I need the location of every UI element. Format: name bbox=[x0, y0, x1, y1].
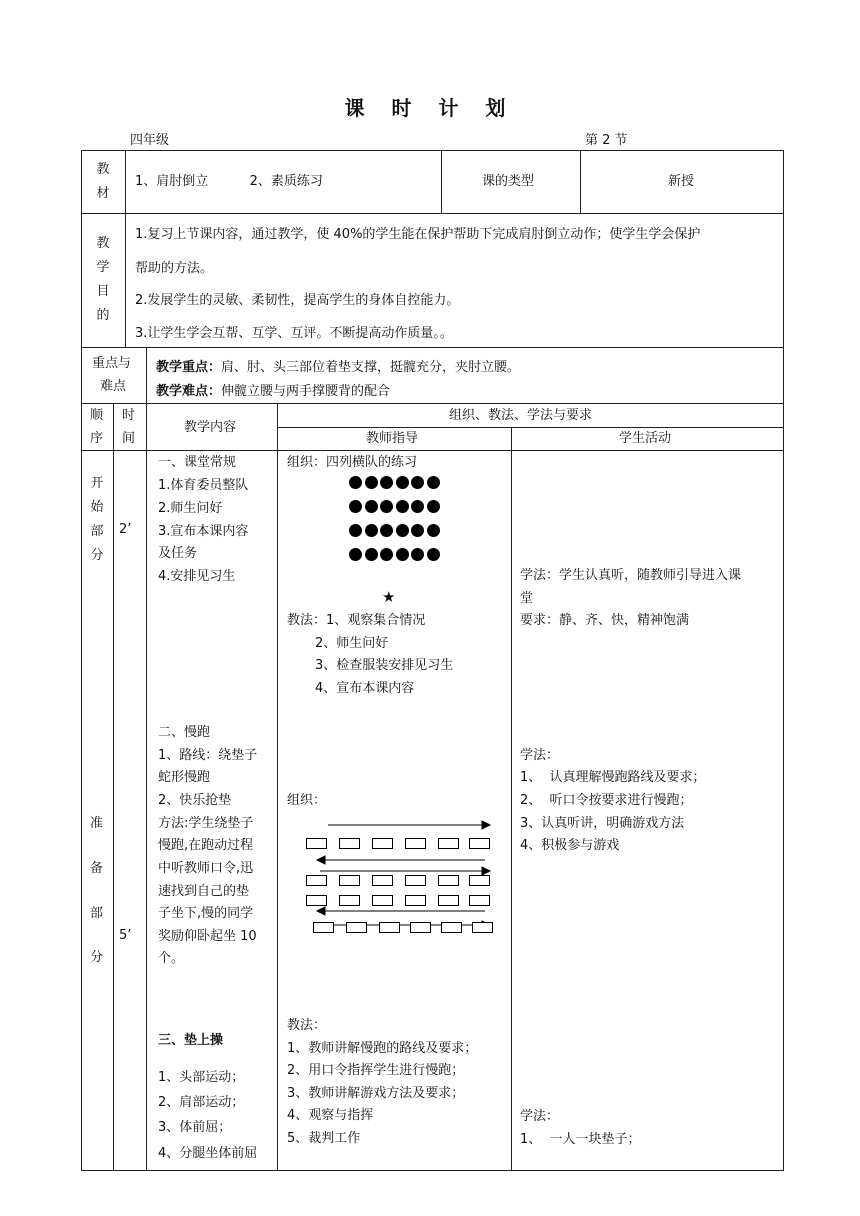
header-content: 教学内容 bbox=[184, 420, 237, 435]
mat-exercise-title: 三、垫上操 bbox=[158, 1033, 224, 1048]
section1-teacher-org: 组织：四列横队的练习 bbox=[287, 455, 418, 470]
key-points-label-1: 重点与 bbox=[92, 356, 132, 371]
teacher-star-icon: ★ bbox=[382, 588, 396, 606]
section2-time: 5’ bbox=[119, 928, 132, 943]
lesson-type-value: 新授 bbox=[668, 174, 695, 189]
teaching-difficulty: 教学难点：伸髋立腰与两手撑腰背的配合 bbox=[156, 384, 391, 399]
grade-label: 四年级 bbox=[130, 133, 170, 148]
teaching-focus: 教学重点：肩、肘、头三部位着垫支撑，挺髋充分，夹肘立腰。 bbox=[156, 360, 521, 375]
header-time-2: 间 bbox=[122, 431, 136, 446]
page-title: 课 时 计 划 bbox=[344, 96, 516, 120]
lesson-number: 第 2 节 bbox=[585, 133, 628, 148]
header-teacher: 教师指导 bbox=[366, 431, 419, 446]
key-points-label-2: 难点 bbox=[100, 379, 127, 394]
header-order-2: 序 bbox=[90, 431, 104, 446]
formation-four-rows bbox=[349, 476, 443, 572]
lesson-type-label: 课的类型 bbox=[482, 174, 535, 189]
header-student: 学生活动 bbox=[619, 431, 672, 446]
goals-label: 教 学 目 的 bbox=[96, 236, 110, 323]
section1-time: 2’ bbox=[119, 522, 132, 537]
header-order-1: 顺 bbox=[90, 408, 104, 423]
section1-label: 开 始 部 分 bbox=[90, 476, 104, 563]
material-content: 1、肩肘倒立 2、素质练习 bbox=[135, 174, 323, 189]
section2-teacher-org: 组织： bbox=[287, 793, 327, 808]
header-time-1: 时 bbox=[122, 408, 136, 423]
header-organization: 组织、教法、学法与要求 bbox=[449, 408, 593, 423]
material-label: 教 材 bbox=[96, 162, 110, 201]
